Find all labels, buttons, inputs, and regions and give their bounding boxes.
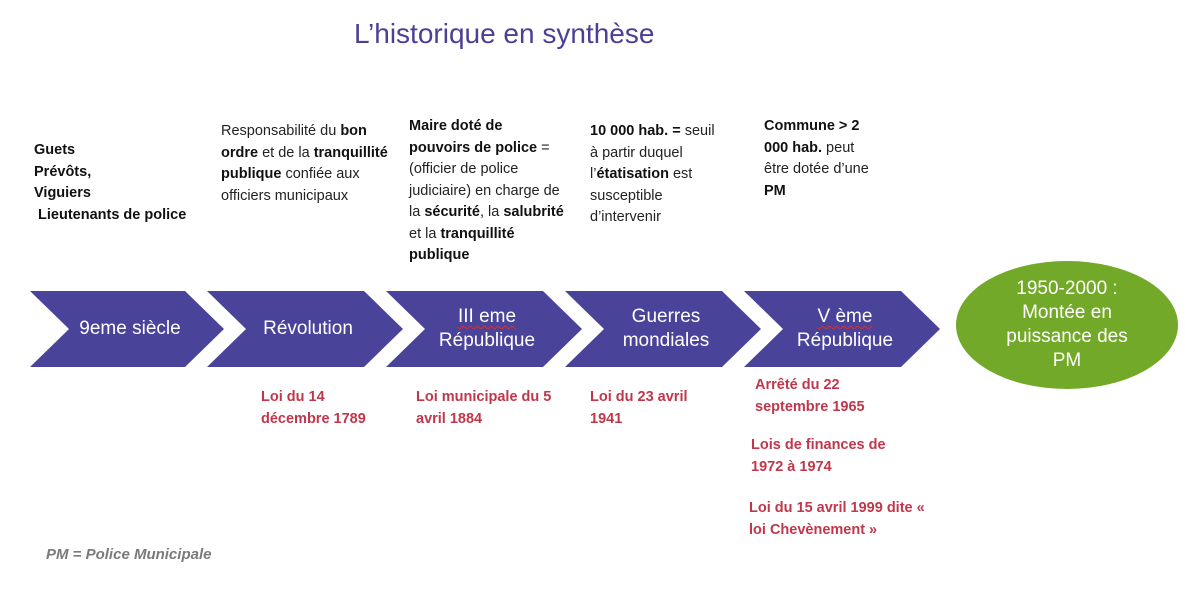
description-text: seuil à partir duquel l’	[590, 123, 715, 182]
description-text: = (officier de police judiciaire) en charge de la	[409, 139, 560, 220]
law-iii-republique	[416, 387, 561, 430]
description-text: , la	[479, 204, 504, 220]
description-emphasis: PM	[764, 182, 786, 199]
final-line: puissance des	[1006, 326, 1128, 347]
description-emphasis: salubrité	[503, 204, 564, 220]
description-line: Prévôts,	[34, 163, 92, 180]
description-text: confiée aux officiers municipaux	[221, 166, 360, 204]
law-revolution	[261, 387, 391, 430]
period-label: Révolution	[263, 318, 353, 339]
law-text: Lois de finances de 1972 à 1974	[751, 437, 886, 475]
chevron-label-9eme-siecle	[60, 291, 200, 367]
law-text: Loi du 14 décembre 1789	[261, 389, 366, 427]
description-text: et la	[409, 225, 441, 242]
description-emphasis: Commune > 2 000 hab.	[764, 118, 860, 156]
law-text: Loi du 15 avril 1999 dite « loi Chevènement »	[749, 500, 925, 538]
description-emphasis: tranquillité publique	[221, 144, 388, 182]
period-label-line: République	[438, 330, 536, 351]
final-line: PM	[1052, 350, 1082, 371]
law-v-republique-3	[749, 498, 944, 541]
law-v-republique-2	[751, 435, 901, 478]
description-line: Lieutenants de police	[34, 206, 187, 223]
law-text: Loi du 23 avril 1941	[590, 389, 688, 427]
description-text: et de la	[258, 144, 314, 161]
description-emphasis: tranquillité publique	[409, 225, 515, 263]
period-label: 9eme siècle	[79, 318, 181, 339]
description-emphasis: Maire doté de pouvoirs de police	[409, 118, 538, 156]
period-label-line: V ème	[817, 306, 873, 327]
description-line: Guets	[34, 142, 76, 158]
description-emphasis: bon ordre	[221, 123, 367, 161]
law-v-republique-1	[755, 375, 890, 418]
period-label-line: Guerres	[631, 306, 701, 327]
description-emphasis: sécurité	[424, 204, 480, 220]
description-emphasis: 10 000 hab. =	[590, 123, 681, 139]
law-text: Arrêté du 22 septembre 1965	[755, 377, 865, 415]
description-emphasis: étatisation	[596, 166, 669, 182]
page-title: L’historique en synthèse	[354, 18, 655, 49]
description-text: Responsabilité du	[221, 123, 341, 139]
period-label-line: III eme	[457, 306, 517, 327]
final-line: Montée en	[1022, 302, 1112, 323]
period-label-line: République	[796, 330, 894, 351]
description-line: Viguiers	[34, 185, 91, 201]
law-guerres-mondiales	[590, 387, 705, 430]
description-text: est susceptible d’intervenir	[590, 166, 693, 225]
period-label-line: mondiales	[622, 330, 710, 351]
final-milestone-oval	[956, 261, 1178, 389]
chevron-label-guerres-mondiales	[596, 291, 736, 367]
description-text: peut être dotée d’une	[764, 139, 869, 177]
final-line: 1950-2000 :	[1016, 278, 1118, 299]
chevron-label-iii-republique	[417, 291, 557, 367]
chevron-label-v-republique	[775, 291, 915, 367]
chevron-label-revolution	[238, 291, 378, 367]
law-text: Loi municipale du 5 avril 1884	[416, 389, 552, 427]
footnote: PM = Police Municipale	[46, 546, 212, 563]
